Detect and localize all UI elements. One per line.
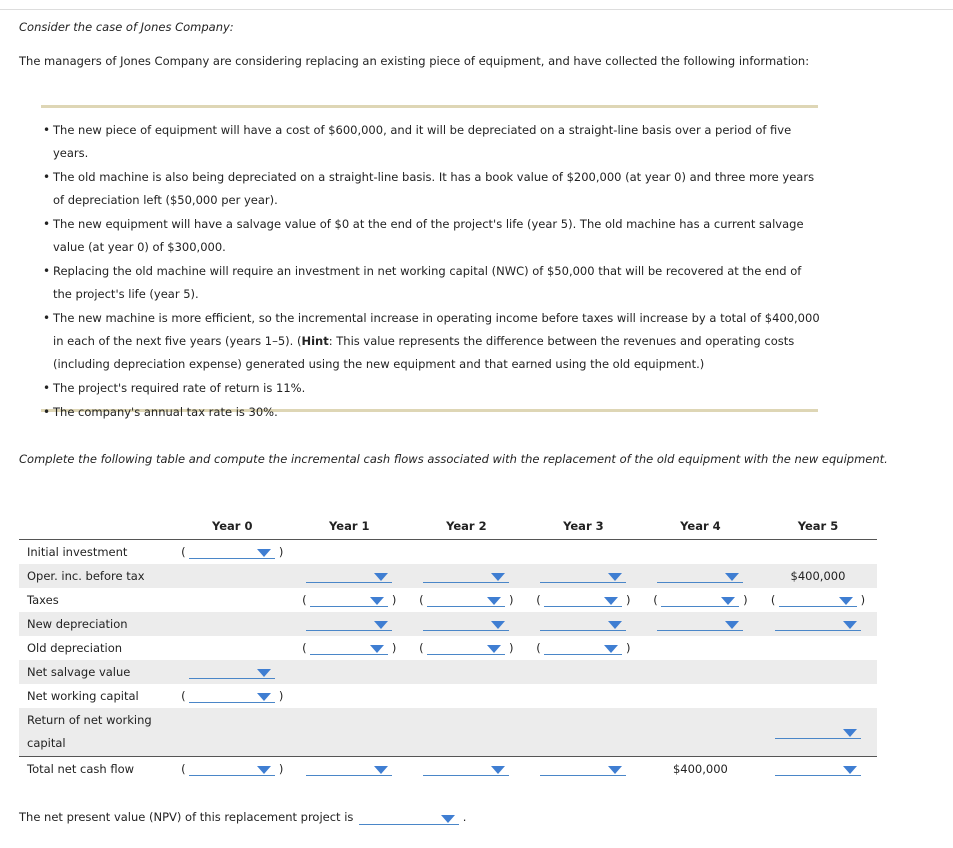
row-label-taxes: Taxes: [27, 593, 59, 607]
open-paren: (: [181, 762, 186, 777]
close-paren: ): [626, 593, 631, 608]
cell: [525, 684, 642, 708]
table-row: [19, 757, 877, 782]
npv-dropdown[interactable]: [359, 811, 459, 825]
row-label-initial-investment: Initial investment: [27, 545, 128, 559]
net-salvage-y0-dropdown[interactable]: [189, 665, 275, 679]
cell: [759, 708, 877, 757]
cell: [174, 588, 291, 612]
cell: [408, 660, 525, 684]
cell: [408, 757, 525, 782]
close-paren: ): [278, 762, 284, 777]
cell: [291, 684, 408, 708]
open-paren: (: [770, 593, 776, 608]
open-paren: (: [536, 593, 541, 608]
cell: [525, 588, 642, 612]
cell: [408, 636, 525, 660]
table-header-row: [19, 513, 877, 540]
npv-period: .: [462, 810, 467, 824]
list-item: • The new piece of equipment will have a cost of $600,000, and it will be depreciated on a straight-line basis over a period of five years.: [41, 119, 821, 165]
close-paren: ): [508, 593, 514, 608]
cell: [642, 684, 759, 708]
cell: [174, 636, 291, 660]
cell: [642, 708, 759, 757]
list-item: • The project's required rate of return is 11%.: [41, 377, 821, 400]
cell: [408, 588, 525, 612]
oper-inc-y4-dropdown[interactable]: [657, 569, 743, 583]
row-label-old-depreciation: Old depreciation: [27, 641, 123, 655]
cell: [759, 636, 877, 660]
list-item: [41, 307, 821, 376]
cell: [291, 660, 408, 684]
top-divider: [0, 9, 953, 10]
list-item: • The company's annual tax rate is 30%.: [41, 401, 821, 424]
new-dep-y2-dropdown[interactable]: [423, 617, 509, 631]
close-paren: ): [626, 641, 631, 656]
old-dep-y3-dropdown[interactable]: [544, 641, 622, 655]
taxes-y3-dropdown[interactable]: [544, 593, 622, 607]
cell: [759, 588, 877, 612]
cell: [759, 660, 877, 684]
oper-inc-y5-value: $400,000: [759, 564, 877, 588]
bullet-text: The new machine is more efficient, so the incremental increase in operating income before taxes will increase by a total of $400,000 in each of the next five years (years 1–5). (: [53, 311, 820, 348]
table-row: [19, 540, 877, 565]
open-paren: (: [302, 641, 307, 656]
table-row: [19, 660, 877, 684]
cell: [291, 588, 408, 612]
npv-text: The net present value (NPV) of this replacement project is: [19, 810, 354, 824]
close-paren: ): [278, 545, 284, 560]
cell: [174, 612, 291, 636]
cell: [174, 540, 291, 565]
new-dep-y3-dropdown[interactable]: [540, 617, 626, 631]
cell: [174, 684, 291, 708]
cell: [291, 540, 408, 565]
cell: [525, 660, 642, 684]
cell: [408, 708, 525, 757]
cell: [525, 757, 642, 782]
cell: [759, 540, 877, 565]
row-label-new-depreciation: New depreciation: [19, 612, 174, 636]
open-paren: (: [419, 641, 424, 656]
information-box: [41, 105, 820, 419]
return-nwc-y5-dropdown[interactable]: [775, 725, 861, 739]
cell: [291, 564, 408, 588]
table-row: [19, 564, 877, 588]
cell: [642, 540, 759, 565]
header-year-3: Year 3: [525, 513, 642, 540]
row-label-total: Total net cash flow: [19, 757, 174, 782]
list-item: • The old machine is also being depreciated on a straight-line basis. It has a book value of $200,000 (at year 0) and three more years of depreciation left ($50,000 per year).: [41, 166, 821, 212]
header-year-2: Year 2: [408, 513, 525, 540]
cell: [759, 757, 877, 782]
new-dep-y5-dropdown[interactable]: [775, 617, 861, 631]
oper-inc-y1-dropdown[interactable]: [306, 569, 392, 583]
cell: [642, 564, 759, 588]
cell: [408, 684, 525, 708]
row-label-oper-inc: Oper. inc. before tax: [19, 564, 174, 588]
close-paren: ): [391, 641, 397, 656]
cell: [759, 612, 877, 636]
table-row: [19, 708, 877, 757]
cash-flow-table: [19, 513, 877, 781]
cell: [174, 660, 291, 684]
new-dep-y4-dropdown[interactable]: [657, 617, 743, 631]
nwc-y0-dropdown[interactable]: [189, 689, 275, 703]
initial-investment-y0-dropdown[interactable]: [189, 545, 275, 559]
row-label-return-nwc: Return of net working capital: [19, 708, 174, 757]
table-instruction: Complete the following table and compute the incremental cash flows associated with the replacement of the old equipment with the new equipment.: [19, 452, 888, 466]
total-y2-dropdown[interactable]: [423, 762, 509, 776]
header-empty: [19, 513, 174, 540]
bullet-text: : This value represents the difference between the revenues and operating costs (including depreciation expense) generated using the new equipment and that earned using the old equipment.): [53, 334, 795, 371]
cell: [291, 612, 408, 636]
close-paren: ): [743, 593, 748, 608]
hint-label: Hint: [301, 334, 329, 348]
total-y3-dropdown[interactable]: [540, 762, 626, 776]
open-paren: (: [536, 641, 541, 656]
cell: [642, 636, 759, 660]
header-year-1: Year 1: [291, 513, 408, 540]
cell: [525, 612, 642, 636]
open-paren: (: [302, 593, 307, 608]
taxes-y4-dropdown[interactable]: [661, 593, 739, 607]
taxes-y2-dropdown[interactable]: [427, 593, 505, 607]
cell: [174, 564, 291, 588]
cell: [291, 757, 408, 782]
cell: [525, 564, 642, 588]
cell: [408, 564, 525, 588]
managers-intro: The managers of Jones Company are considering replacing an existing piece of equipment, and have collected the following information:: [19, 54, 810, 68]
taxes-y1-dropdown[interactable]: [310, 593, 388, 607]
table-row: [19, 588, 877, 612]
row-label-nwc: Net working capital: [27, 689, 139, 703]
new-dep-y1-dropdown[interactable]: [306, 617, 392, 631]
oper-inc-y3-dropdown[interactable]: [540, 569, 626, 583]
table-row: [19, 684, 877, 708]
open-paren: (: [181, 689, 186, 704]
old-dep-y2-dropdown[interactable]: [427, 641, 505, 655]
header-year-0: Year 0: [174, 513, 291, 540]
total-y5-dropdown[interactable]: [775, 762, 861, 776]
cell: [291, 636, 408, 660]
old-dep-y1-dropdown[interactable]: [310, 641, 388, 655]
close-paren: ): [391, 593, 397, 608]
cell: [525, 636, 642, 660]
close-paren: ): [508, 641, 514, 656]
cell: [525, 708, 642, 757]
header-year-4: Year 4: [642, 513, 759, 540]
taxes-y5-dropdown[interactable]: [779, 593, 857, 607]
table-row: [19, 636, 877, 660]
list-item: • The new equipment will have a salvage value of $0 at the end of the project's life (year 5). The old machine has a current salvage value (at year 0) of $300,000.: [41, 213, 821, 259]
cell: [174, 757, 291, 782]
list-item: • Replacing the old machine will require an investment in net working capital (NWC) of $50,000 that will be recovered at the end of the project's life (year 5).: [41, 260, 821, 306]
cell: [408, 612, 525, 636]
open-paren: (: [653, 593, 658, 608]
total-y1-dropdown[interactable]: [306, 762, 392, 776]
cell: [759, 684, 877, 708]
cell: [291, 708, 408, 757]
cell: [642, 612, 759, 636]
oper-inc-y2-dropdown[interactable]: [423, 569, 509, 583]
total-y4-value: $400,000: [642, 757, 759, 782]
cell: [408, 540, 525, 565]
cell: [642, 588, 759, 612]
cell: [642, 660, 759, 684]
header-year-5: Year 5: [759, 513, 877, 540]
row-label-net-salvage: Net salvage value: [19, 660, 174, 684]
table-row: [19, 612, 877, 636]
cell: [174, 708, 291, 757]
close-paren: ): [860, 593, 866, 608]
npv-sentence: [19, 810, 466, 825]
total-y0-dropdown[interactable]: [189, 762, 275, 776]
cell: [525, 540, 642, 565]
close-paren: ): [278, 689, 284, 704]
open-paren: (: [419, 593, 424, 608]
case-intro: Consider the case of Jones Company:: [19, 20, 234, 34]
open-paren: (: [181, 545, 186, 560]
information-list: [41, 119, 821, 425]
